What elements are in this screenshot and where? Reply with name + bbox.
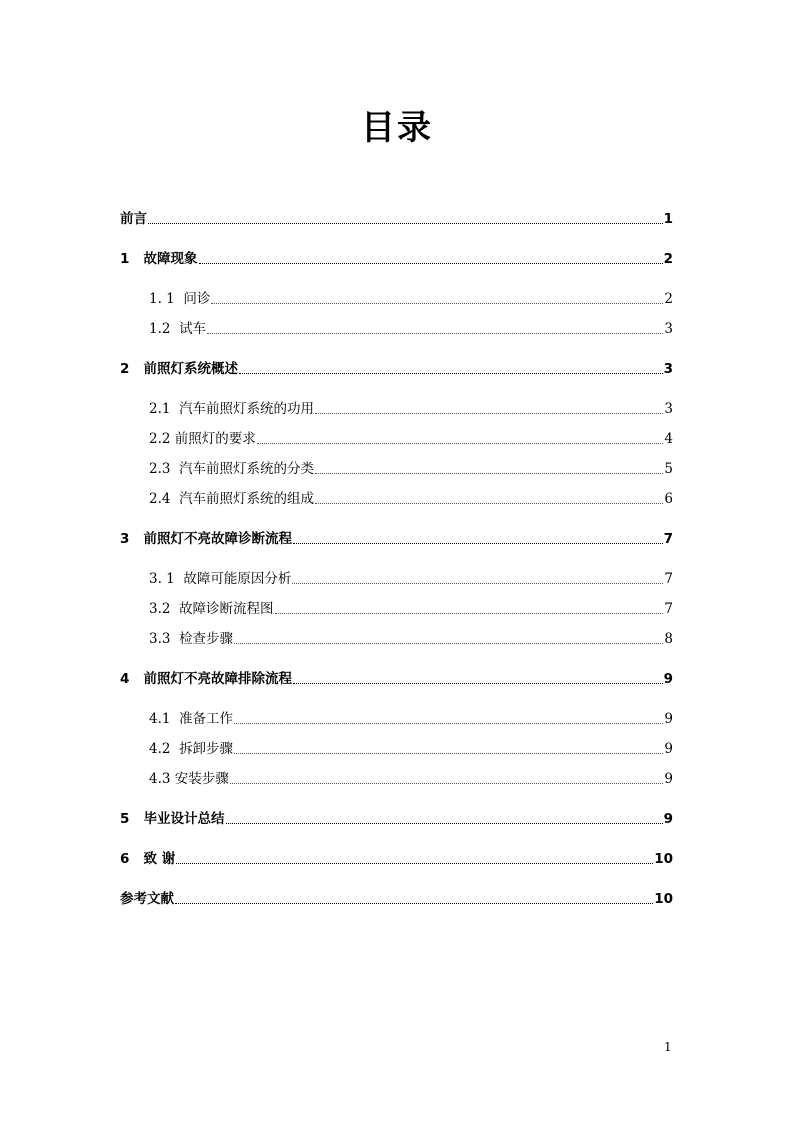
toc-entry-number: 2.4 xyxy=(149,491,180,507)
toc-entry-page: 3 xyxy=(663,361,673,377)
toc-entry-page: 6 xyxy=(664,491,673,507)
toc-entry-label: 毕业设计总结 xyxy=(143,811,225,827)
toc-entry-label: 致 谢 xyxy=(143,851,176,867)
toc-entry-number: 2 xyxy=(120,361,144,377)
toc-entry[interactable] xyxy=(149,728,673,758)
toc-dot-leader xyxy=(293,683,663,684)
toc-dot-leader xyxy=(275,613,664,614)
toc-dot-leader xyxy=(230,783,664,784)
toc-entry-number: 3.3 xyxy=(149,631,180,647)
toc-entry[interactable] xyxy=(149,758,673,788)
toc-entry-number: 2.2 xyxy=(149,431,175,447)
toc-entry[interactable] xyxy=(149,308,673,338)
toc-entry-page: 9 xyxy=(664,771,673,787)
toc-entry-page: 2 xyxy=(663,251,673,267)
toc-dot-leader xyxy=(315,503,663,504)
toc-entry-page: 9 xyxy=(664,711,673,727)
toc-dot-leader xyxy=(207,333,663,334)
toc-entry[interactable] xyxy=(149,588,673,618)
toc-entry-label: 问诊 xyxy=(183,291,211,307)
toc-entry-page: 10 xyxy=(654,891,673,907)
toc-entry-page: 4 xyxy=(664,431,673,447)
toc-entry-page: 9 xyxy=(663,671,673,687)
toc-dot-leader xyxy=(293,543,663,544)
toc-entry-number: 3.2 xyxy=(149,601,180,617)
toc-entry-page: 9 xyxy=(663,811,673,827)
toc-dot-leader xyxy=(234,643,663,644)
toc-entry-page: 5 xyxy=(664,461,673,477)
toc-entry-label: 汽车前照灯系统的分类 xyxy=(179,461,315,477)
toc-entry-number: 4.1 xyxy=(149,711,180,727)
toc-entry-label: 拆卸步骤 xyxy=(179,741,234,757)
toc-entry-label: 检查步骤 xyxy=(179,631,234,647)
toc-entry-number: 3. 1 xyxy=(149,571,184,587)
toc-entry-number: 4.2 xyxy=(149,741,180,757)
toc-entry[interactable] xyxy=(149,478,673,508)
toc-entry-number: 2.1 xyxy=(149,401,180,417)
toc-dot-leader xyxy=(315,413,663,414)
toc-dot-leader xyxy=(234,753,663,754)
toc-dot-leader xyxy=(257,443,664,444)
footer-page-number: 1 xyxy=(664,1040,672,1054)
toc-entry-page: 3 xyxy=(664,401,673,417)
toc-dot-leader xyxy=(211,303,663,304)
toc-entry-label: 故障现象 xyxy=(143,251,198,267)
toc-entry-page: 1 xyxy=(663,211,673,227)
toc-entry[interactable] xyxy=(149,448,673,478)
toc-entry[interactable] xyxy=(149,418,673,448)
toc-entry-label: 准备工作 xyxy=(179,711,234,727)
toc-entry-number: 1 xyxy=(120,251,144,267)
toc-entry-label: 前言 xyxy=(120,211,147,227)
toc-entry-label: 汽车前照灯系统的组成 xyxy=(179,491,315,507)
toc-entry[interactable] xyxy=(149,388,673,418)
toc-entry-number: 4.3 xyxy=(149,771,175,787)
toc-entry[interactable] xyxy=(120,198,673,228)
toc-entry[interactable] xyxy=(149,278,673,308)
toc-entry[interactable] xyxy=(120,878,673,908)
toc-entry-label: 故障可能原因分析 xyxy=(183,571,292,587)
toc-entry-number: 6 xyxy=(120,851,144,867)
toc-dot-leader xyxy=(315,473,663,474)
toc-entry-label: 前照灯系统概述 xyxy=(143,361,238,377)
toc-entry[interactable] xyxy=(120,838,673,868)
toc-entry-label: 故障诊断流程图 xyxy=(179,601,274,617)
toc-dot-leader xyxy=(199,263,663,264)
toc-dot-leader xyxy=(175,903,653,904)
toc-dot-leader xyxy=(234,723,663,724)
toc-entry-number: 4 xyxy=(120,671,144,687)
toc-dot-leader xyxy=(292,583,663,584)
toc-entry-page: 7 xyxy=(664,571,673,587)
toc-entry[interactable] xyxy=(149,618,673,648)
toc-dot-leader xyxy=(176,863,653,864)
toc-dot-leader xyxy=(226,823,663,824)
toc-entry-page: 3 xyxy=(664,321,673,337)
toc-dot-leader xyxy=(148,223,663,224)
toc-entry-page: 9 xyxy=(664,741,673,757)
toc-entry-number: 3 xyxy=(120,531,144,547)
toc-entry[interactable] xyxy=(120,518,673,548)
toc-entry-number: 1.2 xyxy=(149,321,180,337)
toc-entry-label: 前照灯的要求 xyxy=(174,431,256,447)
toc-entry-page: 7 xyxy=(664,601,673,617)
toc-entry[interactable] xyxy=(120,238,673,268)
toc-entry[interactable] xyxy=(120,658,673,688)
toc-entry-label: 参考文献 xyxy=(120,891,174,907)
toc-entry[interactable] xyxy=(120,798,673,828)
toc-entry-label: 前照灯不亮故障排除流程 xyxy=(143,671,292,687)
toc-entry-label: 安装步骤 xyxy=(174,771,229,787)
toc-entry-page: 8 xyxy=(664,631,673,647)
toc-entry-page: 10 xyxy=(654,851,673,867)
toc-entry-number: 5 xyxy=(120,811,144,827)
toc-entry[interactable] xyxy=(149,558,673,588)
toc-dot-leader xyxy=(239,373,663,374)
toc-entry-page: 2 xyxy=(664,291,673,307)
toc-entry-label: 汽车前照灯系统的功用 xyxy=(179,401,315,417)
toc-entry-number: 1. 1 xyxy=(149,291,184,307)
toc-entry-label: 试车 xyxy=(179,321,207,337)
toc-entry-label: 前照灯不亮故障诊断流程 xyxy=(143,531,292,547)
toc-entry[interactable] xyxy=(149,698,673,728)
toc-entry-number: 2.3 xyxy=(149,461,180,477)
page-title: 目录 xyxy=(361,108,433,148)
toc-entry-page: 7 xyxy=(663,531,673,547)
toc-entry[interactable] xyxy=(120,348,673,378)
